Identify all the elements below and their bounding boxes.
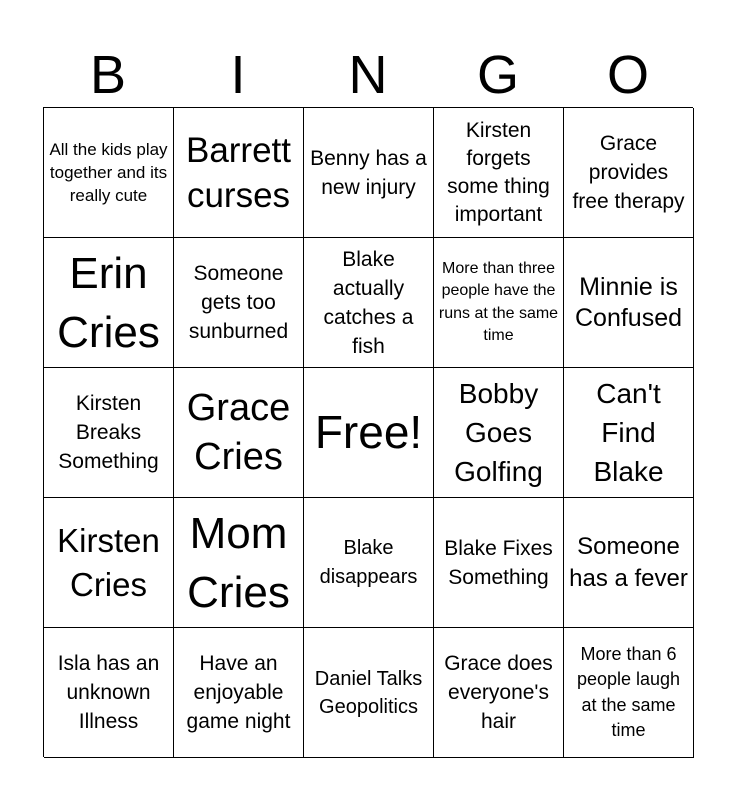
cell-text: More than three people have the runs at the same time bbox=[438, 259, 559, 344]
bingo-cell[interactable] bbox=[44, 238, 174, 368]
header-letter-g: G bbox=[476, 45, 519, 105]
bingo-cell[interactable] bbox=[564, 368, 694, 498]
bingo-cell[interactable] bbox=[174, 368, 304, 498]
bingo-cell[interactable] bbox=[304, 498, 434, 628]
bingo-cell[interactable] bbox=[44, 108, 174, 238]
bingo-cell[interactable] bbox=[44, 498, 174, 628]
cell-text: Can't Find Blake bbox=[593, 378, 664, 487]
cell-text: Grace Cries bbox=[186, 386, 291, 478]
cell-text: Kirsten Breaks Something bbox=[58, 392, 159, 473]
bingo-board bbox=[43, 107, 693, 757]
cell-text: Benny has a new injury bbox=[310, 146, 427, 199]
bingo-cell[interactable] bbox=[174, 628, 304, 758]
cell-text: Grace provides free therapy bbox=[572, 132, 685, 213]
bingo-header bbox=[43, 44, 693, 106]
cell-text: Erin Cries bbox=[57, 248, 160, 357]
bingo-cell[interactable] bbox=[564, 108, 694, 238]
cell-text: Grace does everyone's hair bbox=[444, 652, 553, 733]
cell-text: Isla has an unknown Illness bbox=[57, 652, 160, 733]
cell-text: Kirsten forgets some thing important bbox=[447, 118, 550, 226]
bingo-cell[interactable] bbox=[434, 238, 564, 368]
bingo-cell[interactable] bbox=[174, 238, 304, 368]
bingo-cell[interactable] bbox=[304, 108, 434, 238]
cell-text: Bobby Goes Golfing bbox=[454, 378, 543, 487]
bingo-cell[interactable] bbox=[304, 628, 434, 758]
bingo-cell[interactable] bbox=[174, 108, 304, 238]
cell-text: Have an enjoyable game night bbox=[186, 652, 291, 733]
cell-text: Free! bbox=[314, 406, 423, 458]
header-letter-o: O bbox=[606, 45, 649, 105]
bingo-cell[interactable] bbox=[434, 368, 564, 498]
bingo-cell[interactable] bbox=[434, 628, 564, 758]
bingo-cell[interactable] bbox=[434, 108, 564, 238]
cell-text: All the kids play together and its really cute bbox=[49, 140, 168, 205]
bingo-cell[interactable] bbox=[564, 498, 694, 628]
cell-text: Kirsten Cries bbox=[57, 521, 160, 603]
header-letter-n: N bbox=[348, 45, 388, 105]
header-letter-i: I bbox=[230, 45, 246, 105]
cell-text: Someone has a fever bbox=[569, 532, 688, 592]
cell-text: Someone gets too sunburned bbox=[188, 262, 289, 343]
bingo-cell[interactable] bbox=[564, 628, 694, 758]
cell-text: Minnie is Confused bbox=[574, 272, 683, 332]
bingo-cell[interactable] bbox=[304, 368, 434, 498]
bingo-cell[interactable] bbox=[434, 498, 564, 628]
header-letter-b: B bbox=[89, 45, 127, 105]
cell-text: Blake disappears bbox=[319, 536, 418, 588]
cell-text: Daniel Talks Geopolitics bbox=[314, 667, 423, 718]
cell-text: Blake Fixes Something bbox=[444, 536, 553, 589]
cell-text: Blake actually catches a fish bbox=[323, 247, 414, 358]
bingo-cell[interactable] bbox=[174, 498, 304, 628]
bingo-cell[interactable] bbox=[44, 628, 174, 758]
cell-text: Barrett curses bbox=[185, 130, 292, 215]
cell-text: Mom Cries bbox=[187, 508, 290, 617]
cell-text: More than 6 people laugh at the same time bbox=[576, 643, 681, 740]
bingo-cell[interactable] bbox=[44, 368, 174, 498]
bingo-cell[interactable] bbox=[304, 238, 434, 368]
bingo-cell[interactable] bbox=[564, 238, 694, 368]
